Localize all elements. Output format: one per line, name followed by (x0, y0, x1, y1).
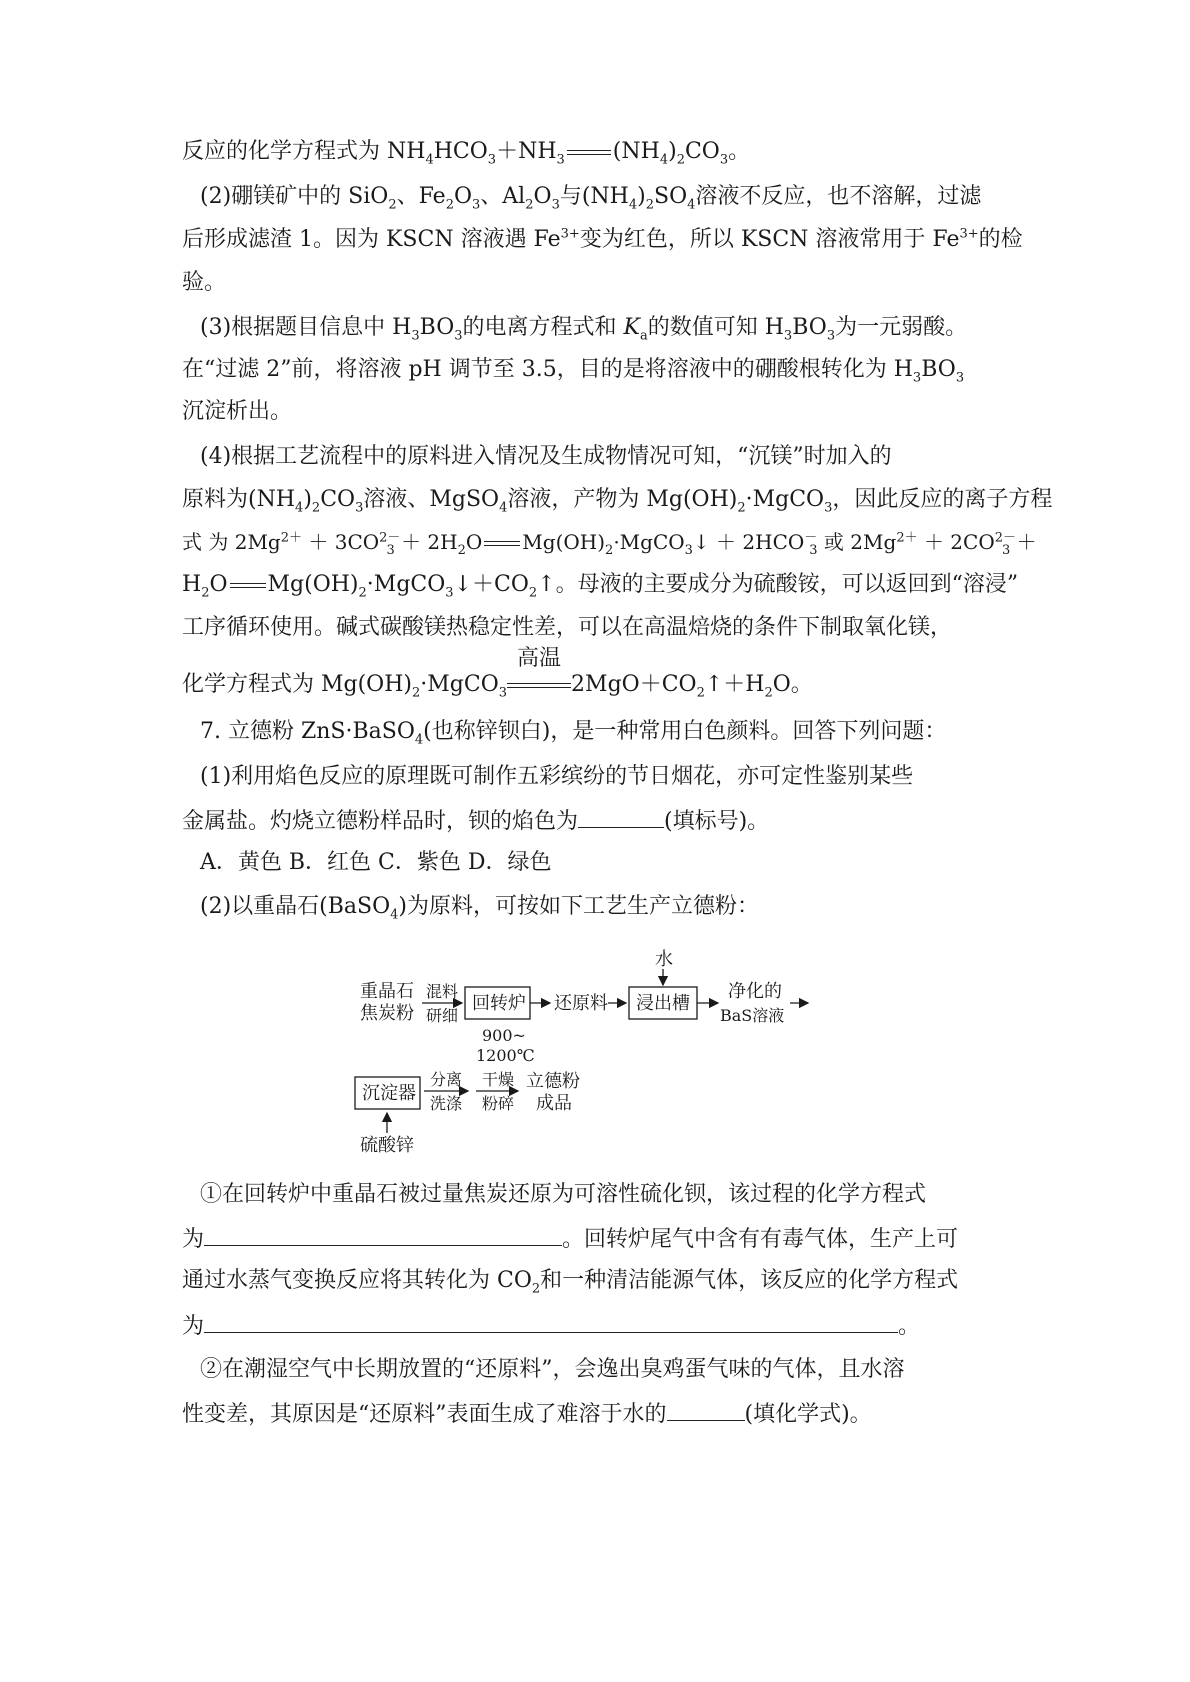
question-7-options: A．黄色 B．红色 C．紫色 D．绿色 (200, 850, 552, 875)
water-input: 水 (655, 949, 673, 970)
answer-4-line-4: $H_2O$ $Mg(OH)_2\cdot MgCO_3↓+CO_2↑$。母液的主要成分为硫酸铵，可以返回到“溶浸” (182, 572, 1019, 601)
step-label-grind: 研细 (426, 1006, 459, 1025)
raw-material-1: 重晶石 (360, 981, 414, 1002)
answer-3-line-1: (3)根据题目信息中 $H_3BO_3$的电离方程式和 $K_a$的数值可知 $H_3BO_3$为一元弱酸。 (200, 315, 968, 344)
purified-output-1: 净化的 (728, 981, 782, 1002)
precipitator-label: 沉淀器 (362, 1083, 416, 1104)
kiln-temp-1: 900~ (482, 1026, 526, 1045)
process-flow-diagram (350, 945, 820, 1155)
rotary-kiln-label: 回转炉 (472, 993, 526, 1014)
reaction-condition: 高温 (507, 670, 571, 700)
kiln-temp-2: 1200℃ (476, 1046, 535, 1065)
answer-4-line-2: 原料为$(NH_4)_2CO_3$溶液、MgSO$_4$溶液，产物为 $Mg(OH)_2\cdot MgCO_3$，因此反应的离子方程 (182, 487, 1053, 516)
question-7-sub-2-line-2: 性变差，其原因是“还原料”表面生成了难溶于水的 (填化学式)。 (182, 1398, 872, 1430)
equals-sign (567, 150, 611, 155)
question-7-part-1-line-2: 金属盐。灼烧立德粉样品时，钡的焰色为 (填标号)。 (182, 805, 769, 837)
step-label-mix: 混料 (426, 982, 459, 1001)
question-7-sub-1-line-1: ①在回转炉中重晶石被过量焦炭还原为可溶性硫化钡，该过程的化学方程式 (200, 1182, 927, 1207)
raw-material-2: 焦炭粉 (360, 1003, 414, 1024)
answer-2-line-2: 后形成滤渣 1。因为 KSCN 溶液遇 $Fe^{3+}$变为红色，所以 KSCN 溶液常用于 $Fe^{3+}$的检 (182, 226, 1023, 252)
answer-4-line-6: 化学方程式为 $Mg(OH)_2\cdot MgCO_3$ 高温 $2MgO+CO_2↑+H_2O$。 (182, 646, 813, 701)
answer-4-line-5: 工序循环使用。碱式碳酸镁热稳定性差，可以在高温焙烧的条件下制取氧化镁， (182, 615, 953, 640)
answer-2-line-3: 验。 (182, 270, 227, 295)
step-label-dry: 干燥 (482, 1070, 515, 1089)
leaching-tank-label: 浸出槽 (636, 993, 690, 1014)
question-7-part-1-line-1: (1)利用焰色反应的原理既可制作五彩缤纷的节日烟花，亦可定性鉴别某些 (200, 764, 914, 789)
step-label-separate: 分离 (430, 1070, 463, 1089)
question-7-sub-1-line-2: 为 。回转炉尾气中含有有毒气体，生产上可 (182, 1223, 958, 1255)
product-1: 立德粉 (526, 1071, 580, 1092)
question-7-sub-1-line-3: 通过水蒸气变换反应将其转化为 $CO_2$和一种清洁能源气体，该反应的化学方程式 (182, 1268, 959, 1297)
purified-output-2: BaS溶液 (720, 1006, 785, 1025)
answer-blank[interactable] (204, 1310, 898, 1333)
question-7-sub-1-line-4: 为 。 (182, 1310, 920, 1342)
product-2: 成品 (536, 1093, 572, 1114)
answer-3-line-2: 在“过滤 2”前，将溶液 pH 调节至 3.5，目的是将溶液中的硼酸根转化为 $H_3BO_3$ (182, 357, 965, 386)
answer-blank[interactable] (204, 1223, 562, 1246)
answer-line-1: 反应的化学方程式为 $NH_4HCO_3+NH_3$ $(NH_4)_2CO_3$。 (182, 139, 751, 168)
answer-4-line-1: (4)根据工艺流程中的原料进入情况及生成物情况可知，“沉镁”时加入的 (200, 444, 892, 469)
question-7-part-2: (2)以重晶石(BaSO$_4$)为原料，可按如下工艺生产立德粉： (200, 894, 760, 923)
equals-sign (230, 583, 266, 588)
zinc-sulfate-input: 硫酸锌 (360, 1135, 414, 1155)
answer-2-line-1: (2)硼镁矿中的 SiO$_2$、$Fe_2O_3$、$Al_2O_3$与$(NH_4)_2SO_4$溶液不反应，也不溶解，过滤 (200, 184, 982, 213)
answer-blank[interactable] (667, 1398, 745, 1421)
answer-blank[interactable] (578, 805, 664, 828)
question-7-stem: 7. 立德粉 ZnS·BaSO$_4$(也称锌钡白)，是一种常用白色颜料。回答下列问题： (200, 719, 947, 748)
answer-4-line-3: 式 为 $2Mg^{2+} + 3CO^{2-}_3 + 2H_2O$ $Mg(OH)_2\cdot MgCO_3↓ + 2HCO^-_3$ 或 $2Mg^{2+} + 2CO^{2-}_3$ ＋ (182, 530, 1037, 558)
step-label-crush: 粉碎 (482, 1094, 515, 1113)
equals-sign (484, 541, 520, 546)
step-label-wash: 洗涤 (430, 1094, 463, 1113)
answer-3-line-3: 沉淀析出。 (182, 399, 293, 424)
reduced-material: 还原料 (554, 993, 608, 1014)
question-7-sub-2-line-1: ②在潮湿空气中长期放置的“还原料”，会逸出臭鸡蛋气味的气体，且水溶 (200, 1357, 905, 1382)
